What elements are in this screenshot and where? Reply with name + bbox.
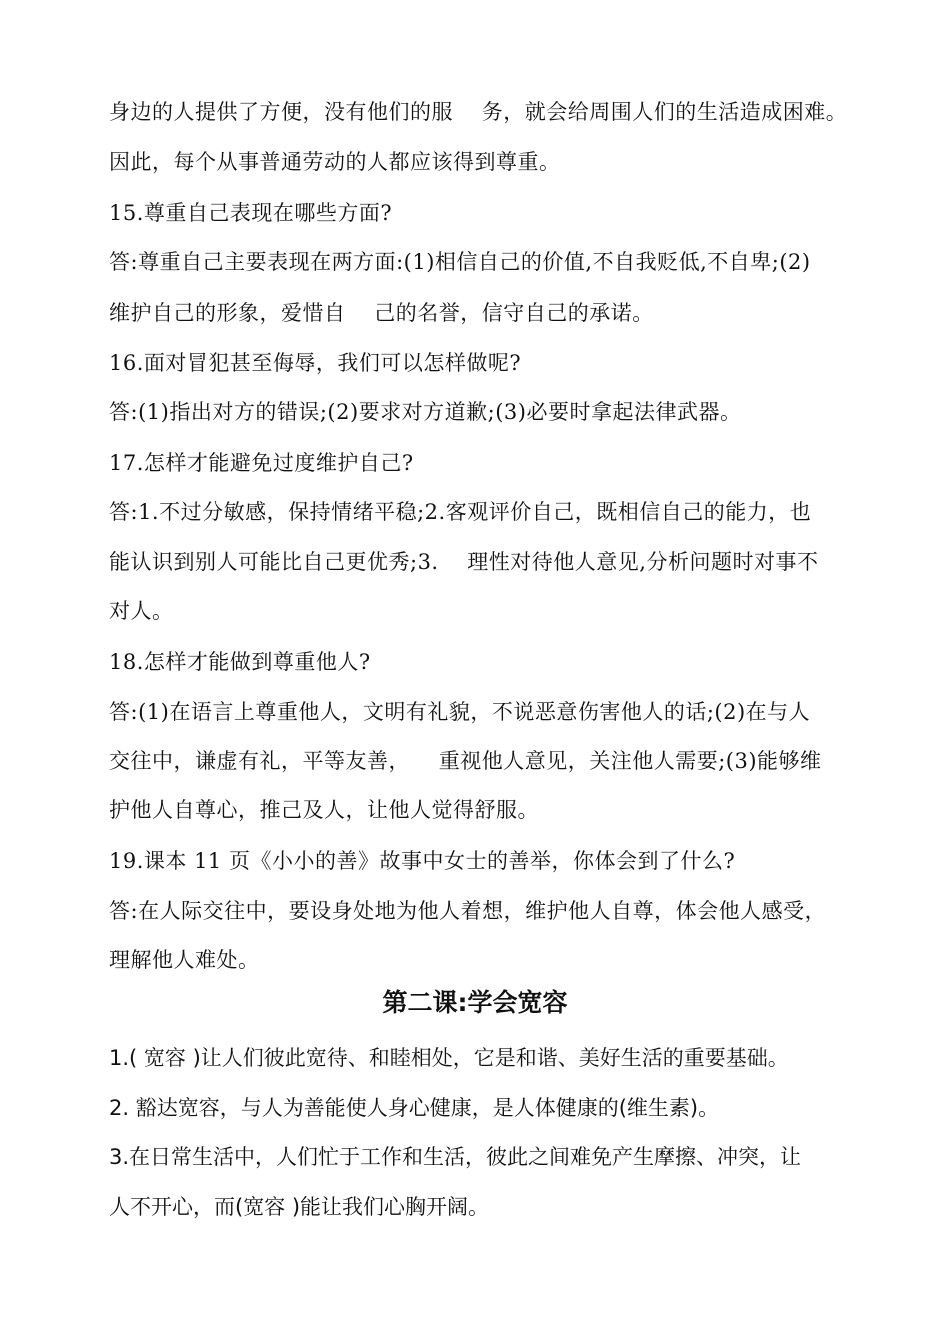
answer-16: 答:(1)指出对方的错误;(2)要求对方道歉;(3)必要时拿起法律武器。 — [109, 400, 742, 424]
lesson-2-title: 第二课:学会宽容 — [382, 988, 568, 1017]
question-17: 17.怎样才能避免过度维护自己? — [109, 451, 414, 475]
answer-19: 答:在人际交往中，要设身处地为他人着想，维护他人自尊，体会他人感受， — [109, 899, 827, 923]
answer-15: 答:尊重自己主要表现在两方面:(1)相信自己的价值,不自我贬低,不自卑;(2) — [109, 250, 811, 274]
question-16: 16.面对冒犯甚至侮辱，我们可以怎样做呢? — [109, 351, 522, 375]
lesson-2-point-1: 1.( 宽容 )让人们彼此宽待、和睦相处，它是和谐、美好生活的重要基础。 — [109, 1046, 789, 1070]
question-18: 18.怎样才能做到尊重他人? — [109, 650, 371, 674]
lesson-2-point-2: 2. 豁达宽容，与人为善能使人身心健康，是人体健康的(维生素)。 — [109, 1096, 720, 1120]
answer-19-cont: 理解他人难处。 — [109, 948, 260, 972]
answer-17-cont: 对人。 — [109, 599, 174, 623]
question-19: 19.课本 11 页《小小的善》故事中女士的善举，你体会到了什么? — [109, 849, 736, 873]
text-line: 身边的人提供了方便，没有他们的服 务，就会给周围人们的生活造成困难。 — [109, 100, 848, 124]
lesson-2-point-3-cont: 人不开心，而(宽容 )能让我们心胸开阔。 — [109, 1195, 490, 1219]
answer-17-cont: 能认识到别人可能比自己更优秀;3. 理性对待他人意见,分析问题时对事不 — [109, 550, 819, 574]
answer-18: 答:(1)在语言上尊重他人，文明有礼貌，不说恶意伤害他人的话;(2)在与人 — [109, 700, 811, 724]
lesson-2-point-3: 3.在日常生活中，人们忙于工作和生活，彼此之间难免产生摩擦、冲突，让 — [109, 1145, 802, 1169]
text-line: 因此，每个从事普通劳动的人都应该得到尊重。 — [109, 150, 561, 174]
answer-18-cont: 护他人自尊心，推己及人，让他人觉得舒服。 — [109, 798, 539, 822]
answer-17: 答:1.不过分敏感，保持情绪平稳;2.客观评价自己，既相信自己的能力，也 — [109, 500, 812, 524]
question-15: 15.尊重自己表现在哪些方面? — [109, 201, 393, 225]
answer-15-cont: 维护自己的形象，爱惜自 己的名誉，信守自己的承诺。 — [109, 301, 654, 325]
answer-18-cont: 交往中，谦虚有礼，平等友善， 重视他人意见，关注他人需要;(3)能够维 — [109, 749, 822, 773]
